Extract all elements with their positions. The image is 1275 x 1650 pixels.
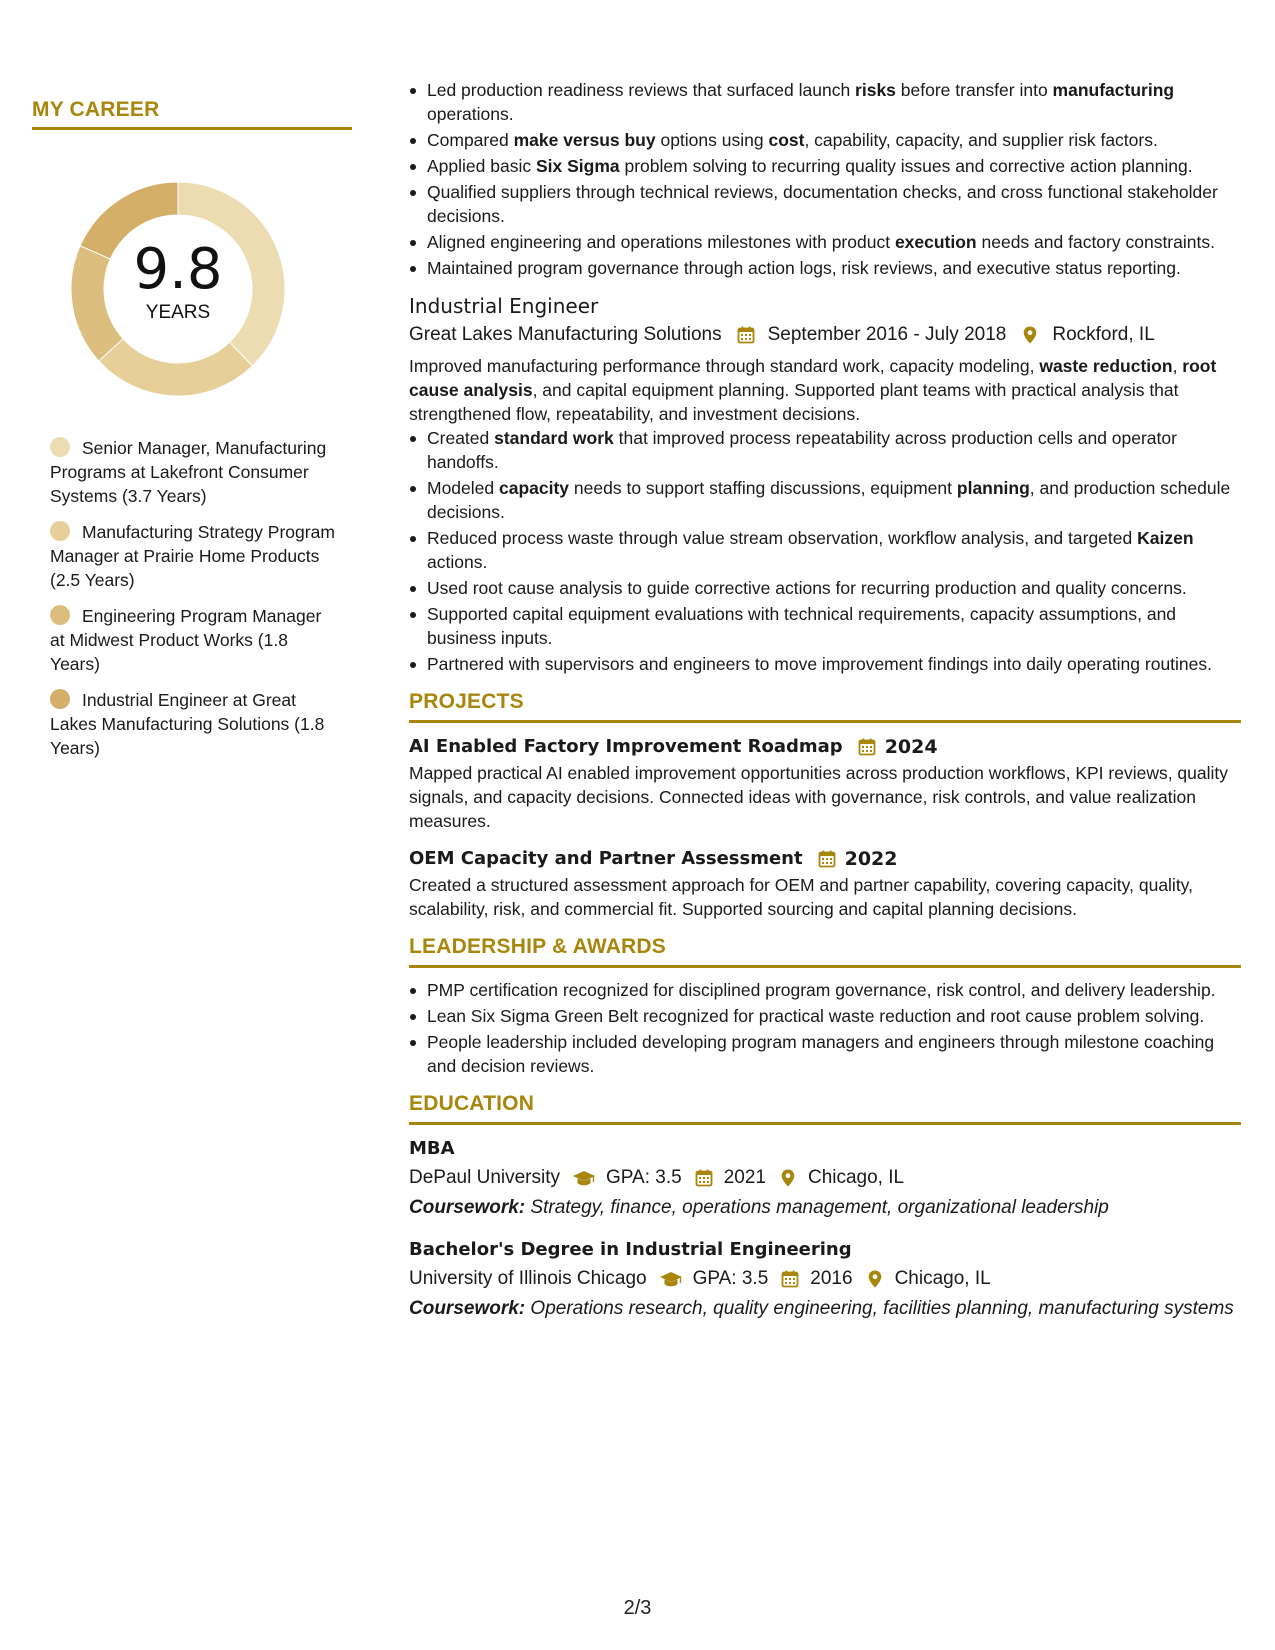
bullet-item: Supported capital equipment evaluations with technical requirements, capacity assumptions, and business inputs. xyxy=(409,602,1241,650)
career-legend xyxy=(50,436,340,772)
project-item xyxy=(409,733,1241,833)
education-school: DePaul University xyxy=(409,1167,560,1188)
coursework-text: Operations research, quality engineering, facilities planning, manufacturing systems xyxy=(530,1298,1234,1319)
education-degree: Bachelor's Degree in Industrial Engineering xyxy=(409,1239,852,1260)
education-year: 2021 xyxy=(723,1167,766,1188)
bold-keyword: make versus buy xyxy=(513,130,656,150)
bullet-item: People leadership included developing program managers and engineers through milestone coaching and decision reviews. xyxy=(409,1030,1241,1078)
legend-color-dot xyxy=(50,605,70,625)
career-legend-label: Senior Manager, Manufacturing Programs at Lakefront Consumer Systems (3.7 Years) xyxy=(50,438,327,506)
career-total-years: 9.8 xyxy=(133,237,223,302)
bold-keyword: capacity xyxy=(499,478,570,498)
education-item xyxy=(409,1135,1241,1220)
leadership-section xyxy=(409,935,1241,1078)
career-legend-label: Engineering Program Manager at Midwest Product Works (1.8 Years) xyxy=(50,606,322,674)
bold-keyword: root cause analysis xyxy=(409,356,1217,400)
main-content xyxy=(409,78,1241,1321)
project-year: 2024 xyxy=(884,736,938,758)
bullet-item: Modeled capacity needs to support staffing discussions, equipment planning, and production schedule decisions. xyxy=(409,476,1241,524)
coursework-label: Coursework: xyxy=(409,1197,526,1218)
projects-section-rule xyxy=(409,720,1241,723)
bold-keyword: risks xyxy=(855,80,896,100)
education-location: Chicago, IL xyxy=(807,1167,905,1188)
career-legend-item xyxy=(50,688,340,760)
education-year: 2016 xyxy=(810,1268,853,1289)
bullet-item: Reduced process waste through value stream observation, workflow analysis, and targeted Kaizen actions. xyxy=(409,526,1241,574)
education-gpa: GPA: 3.5 xyxy=(692,1268,769,1289)
education-section-rule xyxy=(409,1122,1241,1125)
bold-keyword: execution xyxy=(894,232,977,252)
education-section-title: EDUCATION xyxy=(409,1092,535,1115)
career-legend-item xyxy=(50,604,340,676)
bullet-item: Used root cause analysis to guide corrective actions for recurring production and quality concerns. xyxy=(409,576,1241,600)
education-coursework xyxy=(409,1296,1241,1321)
bullet-item: Qualified suppliers through technical reviews, documentation checks, and cross functional stakeholder decisions. xyxy=(409,180,1241,228)
education-meta xyxy=(409,1163,1241,1193)
job-dates: September 2016 - July 2018 xyxy=(767,324,1007,345)
bold-keyword: Six Sigma xyxy=(535,156,620,176)
bullet-item: Compared make versus buy options using cost, capability, capacity, and supplier risk factors. xyxy=(409,128,1241,152)
career-legend-item xyxy=(50,436,340,508)
career-section-title: MY CAREER xyxy=(32,98,160,121)
project-description: Created a structured assessment approach for OEM and partner capability, covering capacity, quality, scalability, risk, and commercial fit. Supported sourcing and capital planning decisions. xyxy=(409,875,1193,919)
calendar-icon xyxy=(694,1168,714,1188)
legend-color-dot xyxy=(50,521,70,541)
previous-job-bullets xyxy=(409,78,1241,280)
education-degree: MBA xyxy=(409,1138,455,1159)
bold-keyword: cost xyxy=(768,130,805,150)
map-pin-icon xyxy=(865,1269,885,1289)
job-company: Great Lakes Manufacturing Solutions xyxy=(409,324,722,345)
bold-keyword: waste reduction xyxy=(1039,356,1173,376)
job-title: Industrial Engineer xyxy=(409,294,599,318)
legend-color-dot xyxy=(50,689,70,709)
projects-section-title: PROJECTS xyxy=(409,690,524,713)
leadership-section-title: LEADERSHIP & AWARDS xyxy=(409,935,666,958)
bullet-item: Aligned engineering and operations milestones with product execution needs and factory constraints. xyxy=(409,230,1241,254)
page-number: 2/3 xyxy=(623,1597,652,1619)
leadership-list xyxy=(409,978,1241,1078)
career-legend-item xyxy=(50,520,340,592)
bullet-item: Lean Six Sigma Green Belt recognized for practical waste reduction and root cause problem solving. xyxy=(409,1004,1241,1028)
career-legend-label: Industrial Engineer at Great Lakes Manufacturing Solutions (1.8 Years) xyxy=(50,690,325,758)
project-item xyxy=(409,845,1241,921)
career-total-unit: YEARS xyxy=(145,302,211,323)
project-year: 2022 xyxy=(844,848,898,870)
projects-list xyxy=(409,733,1241,921)
bullet-item: Led production readiness reviews that surfaced launch risks before transfer into manufacturing operations. xyxy=(409,78,1241,126)
education-meta xyxy=(409,1264,1241,1294)
calendar-icon xyxy=(780,1269,800,1289)
bullet-item: Partnered with supervisors and engineers to move improvement findings into daily operating routines. xyxy=(409,652,1241,676)
projects-section xyxy=(409,690,1241,921)
job-meta xyxy=(409,320,1241,350)
bullet-item: Applied basic Six Sigma problem solving to recurring quality issues and corrective action planning. xyxy=(409,154,1241,178)
bold-keyword: Kaizen xyxy=(1137,528,1194,548)
map-pin-icon xyxy=(778,1168,798,1188)
bullet-item: PMP certification recognized for disciplined program governance, risk control, and delivery leadership. xyxy=(409,978,1241,1002)
graduation-cap-icon xyxy=(659,1269,683,1289)
calendar-icon xyxy=(817,849,837,869)
education-list xyxy=(409,1135,1241,1321)
coursework-label: Coursework: xyxy=(409,1298,526,1319)
education-item xyxy=(409,1236,1241,1321)
bold-keyword: standard work xyxy=(494,428,614,448)
career-sidebar xyxy=(32,98,352,758)
project-description: Mapped practical AI enabled improvement opportunities across production workflows, KPI reviews, quality signals, and capacity decisions. Connected ideas with governance, risk controls, and value realization measures. xyxy=(409,763,1229,831)
bullet-item: Created standard work that improved process repeatability across production cells and operator handoffs. xyxy=(409,426,1241,474)
job-summary: Improved manufacturing performance through standard work, capacity modeling, waste reduction, root cause analysis, and capital equipment planning. Supported plant teams with practical analysis that strengthened flow, repeatability, and investment decisions. xyxy=(409,356,1217,424)
bold-keyword: manufacturing xyxy=(1052,80,1175,100)
bold-keyword: planning xyxy=(956,478,1030,498)
education-section xyxy=(409,1092,1241,1321)
career-donut-chart xyxy=(67,178,289,400)
legend-color-dot xyxy=(50,437,70,457)
graduation-cap-icon xyxy=(572,1168,596,1188)
calendar-icon xyxy=(736,325,756,345)
map-pin-icon xyxy=(1020,325,1040,345)
leadership-section-rule xyxy=(409,965,1241,968)
education-gpa: GPA: 3.5 xyxy=(606,1167,682,1188)
project-name: AI Enabled Factory Improvement Roadmap xyxy=(409,736,843,757)
coursework-text: Strategy, finance, operations management, organizational leadership xyxy=(530,1197,1109,1218)
education-coursework xyxy=(409,1195,1241,1220)
project-name: OEM Capacity and Partner Assessment xyxy=(409,848,803,869)
bullet-item: Maintained program governance through action logs, risk reviews, and executive status reporting. xyxy=(409,256,1241,280)
job-bullets xyxy=(409,426,1241,676)
job-location: Rockford, IL xyxy=(1052,324,1155,345)
education-location: Chicago, IL xyxy=(894,1268,991,1289)
calendar-icon xyxy=(857,737,877,757)
career-section-rule xyxy=(32,127,352,130)
education-school: University of Illinois Chicago xyxy=(409,1268,647,1289)
career-legend-label: Manufacturing Strategy Program Manager at Prairie Home Products (2.5 Years) xyxy=(50,522,335,590)
